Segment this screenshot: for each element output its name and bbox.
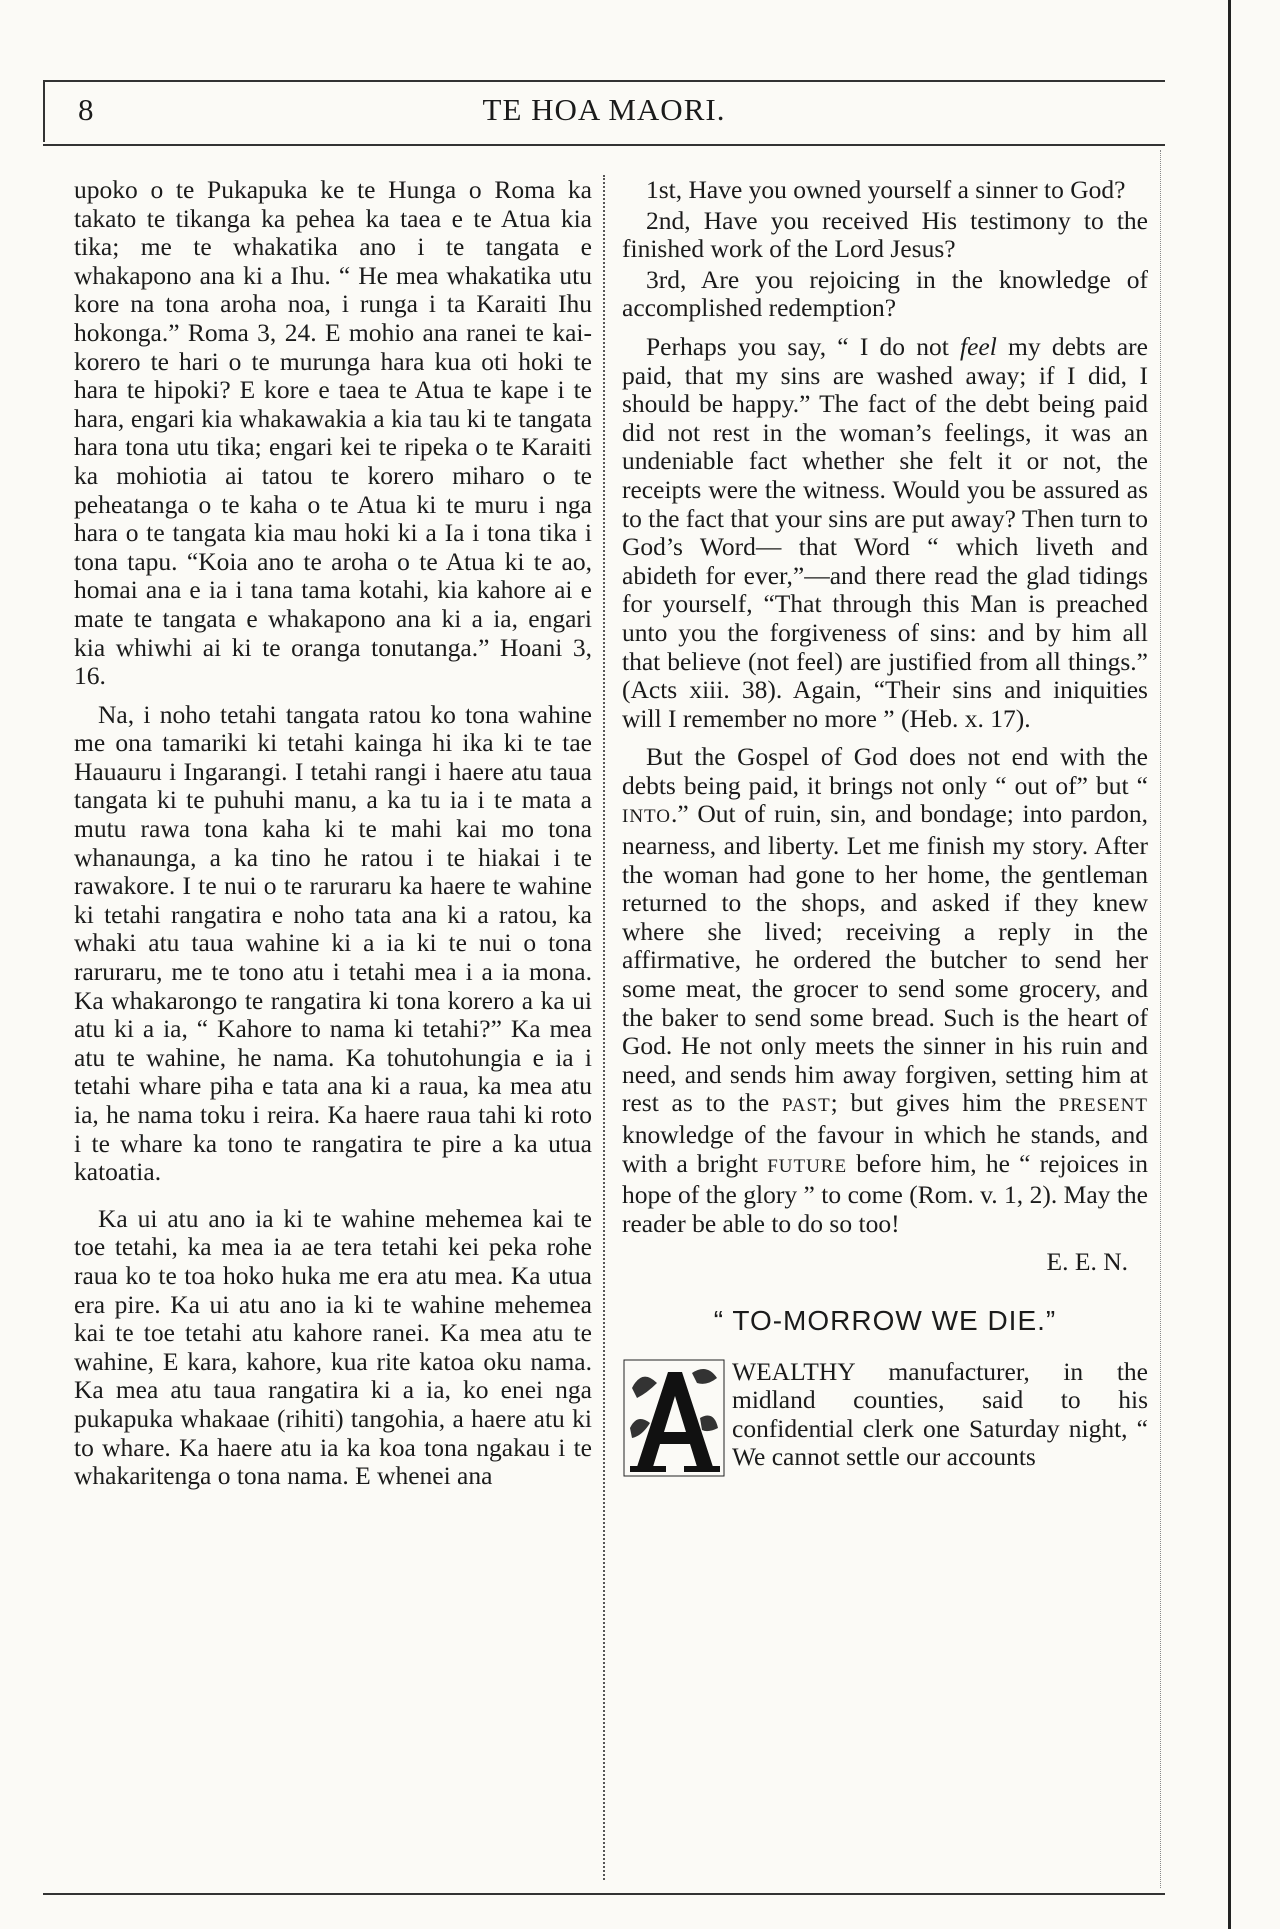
paragraph	[622, 333, 1148, 733]
paragraph: Ka ui atu ano ia ki te wahine mehemea kai te toe tetahi, ka mea ia ae tera tetahi kei peka rohe raua ko te toa hoko huka me era atu mea. Ka utua era pire. Ka ui atu ano ia ki te wahine mehemea kai te toe tetahi atu kahore ranei. Ka mea atu te wahine, E kara, kahore, kua rite katoa oku nama. Ka mea atu taua rangatira ki a ia, ko enei nga pukapuka whakaae (rihiti) tangohia, a haere atu ki to whare. Ka haere atu ia ka koa tona ngakau i te whakaritenga o tona nama. E whenei ana	[74, 1203, 592, 1491]
top-rule	[43, 80, 1165, 82]
running-title: TE HOA MAORI.	[482, 92, 726, 127]
text-span: knowledge of the favour in which he stands, and with a bright	[622, 1120, 1148, 1178]
smallcaps-past: PAST	[781, 1095, 831, 1117]
question-3: 3rd, Are you rejoicing in the knowledge of accomplished redemption?	[622, 264, 1148, 323]
question-2: 2nd, Have you received His testimony to the finished work of the Lord Jesus?	[622, 205, 1148, 264]
right-margin-line	[1160, 150, 1161, 1888]
emphasis-feel: feel	[960, 331, 997, 361]
header-rule	[43, 144, 1165, 146]
page-number: 8	[78, 92, 94, 127]
text-span: But the Gospel of God does not end with the debts being paid, it brings not only “ out of” but “	[622, 742, 1148, 800]
paragraph: Na, i noho tetahi tangata ratou ko tona wahine me ona tamariki ki tetahi kainga hi ika ki te tae Hauauru i Ingarangi. I tetahi rangi i haere atu taua tangata ki te puhuhi manu, a ka tu ia i te mata a mutu rawa tona kaha ki te mahi kai mo tona whanaunga, a ka tino he ratou i te hiakai i te rawakore. I te nui o te raruraru ka haere te wahine ki tetahi rangatira e noho tata ana ki a ratou, ka whaki atu taua wahine ki a ia ki te nui o tona raruraru, me te tono atu i tetahi mea i a ia mona. Ka whakarongo te rangatira ki tona korero a ka ui atu ki a ia, “ Kahore to nama ki tetahi?” Ka mea atu te wahine, he nama. Ka tohutohungia e ia i tetahi whare piha e tata ana ki a raua, ka mea atu ia, he nama toku i reira. Ka haere raua tahi ki roto i te whare ka tono te rangatira te pire a ka utua katoatia.	[74, 699, 592, 1187]
section-title: “ TO-MORROW WE DIE.”	[713, 1304, 1057, 1336]
right-column	[622, 176, 1148, 1482]
smallcaps-into: INTO	[622, 806, 672, 828]
column-divider	[603, 175, 605, 1880]
dropcap-paragraph	[622, 1358, 1148, 1482]
paragraph: upoko o te Pukapuka ke te Hunga o Roma ka takato te tikanga ka pehea ka taea e te Atua kia tika; me te whakatika ano i te tangata e whakapono ana ki a Ihu. “ He mea whakatika utu kore na tona aroha noa, i runga i ta Karaiti Ihu hokonga.” Roma 3, 24. E mohio ana ranei te kai-korero te hari o te murunga hara kua oti hoki te hara te hipoki? E kore e taea te Atua te kape i te hara, engari kia whakawakia a kia tau ki te tangata hara tona utu tika; engari kei te ripeka o te Karaiti ka mohiotia ai tatou te korero miharo o te peheatanga o te kaha o te Atua ki te muru i nga hara o te tangata kia mau hoki ki a Ia i tona tika i tona tapu. “Koia ano te aroha o te Atua ki te ao, homai ana e ia i tana tama kotahi, kia kahore ai e mate te tangata e whakapono ana ki a ia, engari kia whiwhi ai ki te oranga tonutanga.” Hoani 3, 16.	[74, 175, 592, 691]
smallcaps-present: PRESENT	[1058, 1095, 1148, 1117]
page-header	[43, 92, 1165, 142]
bottom-rule	[43, 1893, 1165, 1895]
smallcaps-future: FUTURE	[767, 1155, 848, 1177]
text-span: Perhaps you say, “ I do not	[646, 331, 961, 361]
signature: E. E. N.	[1046, 1247, 1128, 1277]
paragraph	[622, 743, 1148, 1238]
text-span: ; but gives him the	[830, 1088, 1059, 1118]
text-span: .” Out of ruin, sin, and bondage; into pardon, nearness, and liberty. Let me finish my story. After the woman had gone to her home, the gentleman returned to the shops, and asked if they knew where she lived; receiving a reply in the affirmative, he ordered the butcher to send her some meat, the grocer to send some grocery, and the baker to send some bread. Such is the heart of God. He not only meets the sinner in his ruin and need, and sends him away forgiven, setting him at rest as to the	[622, 799, 1148, 1118]
left-column	[74, 176, 592, 1501]
page-edge-line	[1228, 0, 1231, 1929]
paragraph: WEALTHY manufacturer, in the midland counties, said to his confidential clerk one Saturday night, “ We cannot settle our accounts	[732, 1356, 1148, 1472]
ornamental-dropcap-icon	[622, 1358, 726, 1478]
text-span: my debts are paid, that my sins are washed away; if I did, I should be happy.” The fact of the debt being paid did not rest in the woman’s feelings, it was an undeniable fact whether she felt it or not, the receipts were the witness. Would you be assured as to the fact that your sins are put away? Then turn to God’s Word— that Word “ which liveth and abideth for ever,”—and there read the glad tidings for yourself, “That through this Man is preached unto you the forgiveness of sins: and by him all that believe (not feel) are justified from all things.” (Acts xiii. 38). Again, “Their sins and iniquities will I remember no more ” (Heb. x. 17).	[622, 331, 1148, 733]
question-1: 1st, Have you owned yourself a sinner to God?	[646, 175, 1126, 204]
text-span: before him, he “ rejoices in hope of the glory ” to come (Rom. v. 1, 2). May the reader be able to do so too!	[622, 1148, 1148, 1238]
